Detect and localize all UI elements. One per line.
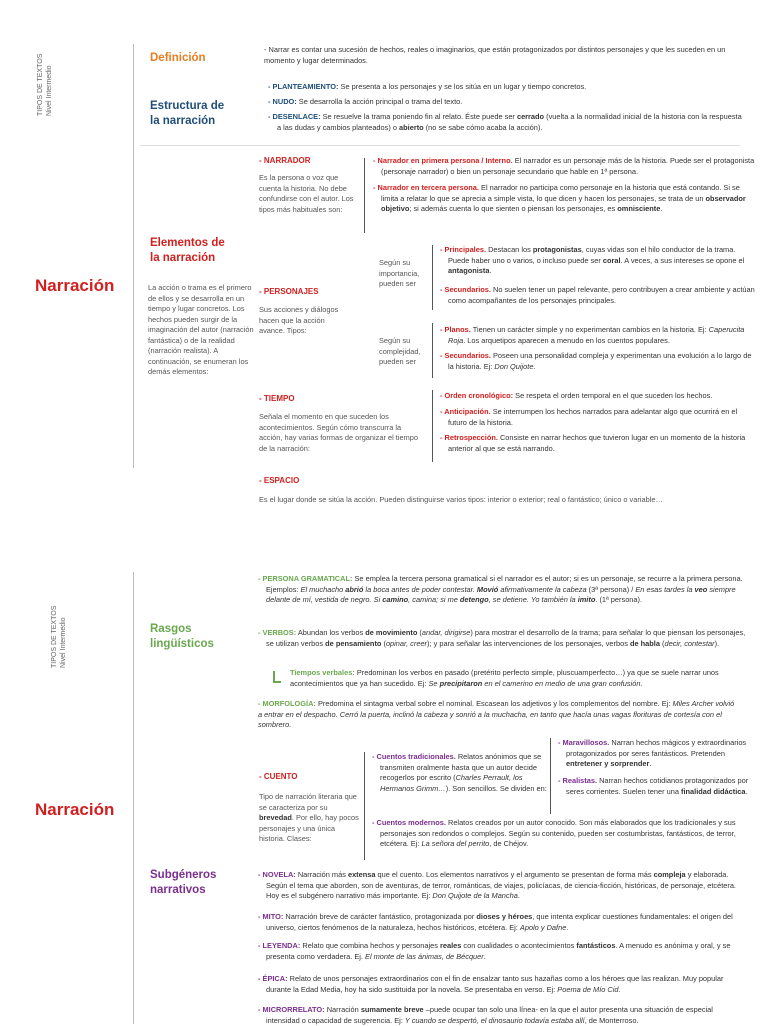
- desenlace-text-3: (no se sabe cómo acaba la acción).: [423, 122, 543, 132]
- narrador-label: - NARRADOR: [259, 156, 311, 165]
- modernos-item: [372, 818, 755, 850]
- tradicionales-label: - Cuentos tradicionales.: [372, 752, 456, 761]
- persona-ital-1: El muchacho: [300, 584, 346, 594]
- retrospeccion-text: Consiste en narrar hechos que tuvieron lugar en un momento de la historia anterior al que se está narrando.: [448, 433, 746, 453]
- novela-text-3: y elaborada. Según el tema que aborden, son de aventuras, de terror, románticas, de viajes, policíacas, de ciencia-ficción, históricas, de personaje, etcétera. Hoy es el subgénero narrativo más importante. Ej:: [266, 870, 736, 900]
- desenlace-label: - DESENLACE:: [268, 112, 321, 121]
- planos-text: Tienen un carácter simple y no experimentan cambios en la historia. Ej:: [470, 325, 709, 334]
- bracket-line: [432, 390, 433, 462]
- verbos-item: [258, 628, 746, 649]
- planos-text-2: . Los arquetipos aparecen a menudo en los cuentos populares.: [463, 335, 670, 345]
- persona-text-1: Se emplea la tercera persona gramatical si el narrador es el autor; si es un personaje, se recurre a la primera persona. Ejemplos:: [266, 574, 743, 594]
- side-tag-line-1: TIPOS DE TEXTOS: [37, 53, 44, 116]
- novela-text-2: que el cuento. Los elementos narrativos y el argumento se presentan de forma más: [375, 870, 654, 879]
- novela-bold-2: compleja: [653, 870, 686, 879]
- morfologia-item: [258, 699, 738, 731]
- separator: [140, 145, 740, 146]
- section-title-subgeneros: [150, 868, 216, 898]
- maravillosos-text: Narran hechos mágicos y extraordinarios protagonizados por seres fantásticos. Pretenden: [566, 738, 747, 758]
- tradicionales-text: Relatos anónimos que se transmiten oralmente hasta que un autor decide recogerlos por escrito (: [380, 752, 542, 782]
- tradicionales-ital: Charles Perrault, los Hermanos Grimm…: [380, 773, 523, 793]
- title-line-1: Subgéneros: [150, 869, 217, 881]
- micro-bold: sumamente breve: [360, 1005, 424, 1014]
- section-title-rasgos: [150, 622, 214, 652]
- leyenda-end: .: [483, 951, 486, 961]
- verbos-text-7: ).: [714, 638, 720, 648]
- leyenda-text-3: . A menudo es anónima y oral, y se presenta como verdadera. Ej.: [266, 941, 731, 961]
- title-line-2: la narración: [150, 115, 216, 127]
- persona-bi-6: imito: [577, 595, 596, 604]
- desenlace-text-2: (vuelta a la normalidad inicial de la historia con la respuesta a las dudas y cambios planteados) o: [277, 112, 742, 132]
- anticipacion-text: Se interrumpen los hechos narrados para adelantar algo que ocurrirá en el futuro de la historia.: [448, 407, 738, 427]
- mito-text-2: , que intenta explicar cuestiones fundamentales: el origen del universo, ciertos fenómenos de la naturaleza, hechos históricos, etcétera. Ej:: [266, 912, 733, 932]
- persona-label: - PERSONA GRAMATICAL:: [258, 574, 353, 583]
- principales-text-2: , cuyas vidas son el hilo conductor de la trama. Puede haber uno o varios, o incluso puede ser: [448, 245, 736, 265]
- leyenda-item: [258, 941, 746, 962]
- mito-ital: Apolo y Dafne: [519, 922, 567, 932]
- tradicionales-text-2: ). Son sencillos. Se dividen en:: [445, 783, 547, 793]
- persona-item: [258, 574, 746, 606]
- persona-ital-4: En esas tardes la: [635, 584, 695, 594]
- realistas-label: - Realistas.: [558, 776, 598, 785]
- big-title: Narración: [35, 800, 115, 819]
- narrador-2-item: [373, 183, 759, 215]
- narrador-2-label: - Narrador en tercera persona.: [373, 183, 479, 192]
- leyenda-text-2: con cualidades o acontecimientos: [461, 941, 577, 950]
- planos-ital: Caperucita Roja: [448, 325, 745, 345]
- nudo-text: Se desarrolla la acción principal o trama del texto.: [296, 97, 463, 106]
- definicion-text: - Narrar es contar una sucesión de hechos, reales o imaginarios, que están protagonizados por distintos personajes y que les suceden en un momento y lugar determinados.: [264, 45, 726, 65]
- epica-text: Relato de unos personajes extraordinarios con el fin de ensalzar tanto sus hazañas como a los héroes que las realizan. Muy popular durante la Edad Media, hoy ha sido sustituida por la novela. Se presentaba en verso. Ej:: [266, 974, 724, 994]
- mito-label: - MITO:: [258, 912, 284, 921]
- persona-ital-7: , se detiene. Yo también la: [488, 595, 578, 604]
- maravillosos-label: - Maravillosos.: [558, 738, 610, 747]
- tiempos-label: Tiempos verbales:: [290, 668, 355, 677]
- side-tag-line-1: TIPOS DE TEXTOS: [51, 605, 58, 668]
- retrospeccion-item: [440, 433, 758, 454]
- side-tag-line-2: Nivel Intermedio: [60, 617, 67, 668]
- nudo-label: - NUDO:: [268, 97, 297, 106]
- tiempos-text: Predominan los verbos en pasado (pretérito perfecto simple, pluscuamperfecto…) ya que se suele narrar unos acontecimientos que ya han sucedido. Ej:: [290, 668, 719, 688]
- persona-bi-2: Movió: [476, 584, 499, 594]
- title-line-1: Elementos de: [150, 237, 225, 249]
- anticipacion-item: [440, 407, 758, 428]
- modernos-end: , de Chéjov.: [489, 839, 529, 848]
- novela-text-1: Narración más: [295, 870, 348, 879]
- secundarios-item: [440, 285, 758, 306]
- micro-label: - MICRORRELATO:: [258, 1005, 325, 1014]
- bracket-line: [364, 752, 365, 860]
- desenlace-item: [268, 112, 747, 133]
- principales-bold-2: coral: [602, 255, 621, 265]
- importancia-label: Según su importancia, pueden ser: [379, 258, 420, 288]
- verbos-text-3: ) para mostrar el desarrollo de la trama; para señalar lo que piensan los personajes, se utilizan verbos: [266, 628, 746, 648]
- persona-ital-5: siempre delante de mí, vestida de negro. Si: [266, 584, 736, 604]
- verbos-text-4: (: [381, 638, 386, 648]
- tiempos-item: [290, 668, 738, 689]
- micro-item: [258, 1005, 746, 1026]
- narrador-1-text: El narrador es un personaje más de la historia. Puede ser el protagonista (personaje narrador) o bien un personaje secundario que hable en 1ª persona.: [381, 156, 755, 176]
- leyenda-bold-2: fantásticos: [576, 941, 616, 950]
- verbos-label: - VERBOS:: [258, 628, 297, 637]
- persona-bi-5: detengo: [459, 595, 489, 604]
- principales-item: [440, 245, 758, 277]
- principales-bold-1: protagonistas: [532, 245, 582, 254]
- morfologia-label: - MORFOLOGÍA:: [258, 699, 316, 708]
- maravillosos-item: [558, 738, 756, 770]
- side-tag: [36, 54, 54, 116]
- orden-label: - Orden cronológico:: [440, 391, 514, 400]
- bracket-line: [432, 323, 433, 378]
- epica-item: [258, 974, 746, 995]
- tiempo-label: - TIEMPO: [259, 394, 295, 403]
- verbos-text-1: Abundan los verbos: [296, 628, 366, 637]
- novela-label: - NOVELA:: [258, 870, 296, 879]
- side-tag-line-2: Nivel Intermedio: [46, 65, 53, 116]
- planteamiento-text: Se presenta a los personajes y se los sitúa en un lugar y tiempo concretos.: [338, 82, 587, 91]
- secundarios-text: No suelen tener un papel relevante, pero contribuyen a crear ambiente y actúan como acompañantes de los personajes principales.: [448, 285, 755, 305]
- title-line-2: la narración: [150, 252, 216, 264]
- retrospeccion-label: - Retrospección.: [440, 433, 498, 442]
- persona-bi-1: abrió: [345, 584, 364, 594]
- leyenda-ital: El monte de las ánimas, de Bécquer: [365, 951, 484, 961]
- verbos-text-2: (: [417, 628, 422, 637]
- novela-bold-1: extensa: [347, 870, 376, 879]
- cuento-bold: brevedad: [259, 813, 292, 822]
- tiempos-ital-1: Se: [428, 678, 440, 688]
- section-title-elementos: [150, 236, 225, 266]
- persona-bi-4: camino: [382, 595, 409, 604]
- secundarios2-item: [440, 351, 758, 372]
- title-line-2: narrativos: [150, 884, 206, 896]
- espacio-label: - ESPACIO: [259, 476, 300, 485]
- tiempos-bi: precipitaron: [439, 678, 483, 688]
- modernos-label: - Cuentos modernos.: [372, 818, 446, 827]
- narrador-2-bold-2: omnisciente: [617, 204, 661, 213]
- bracket-line: [432, 245, 433, 310]
- epica-ital: Poema de Mío Cid: [557, 984, 619, 994]
- narrador-2-bold-1: observador objetivo: [381, 193, 746, 213]
- nudo-item: [268, 97, 738, 108]
- principales-text-4: .: [489, 266, 492, 275]
- secundarios2-text: Poseen una personalidad compleja y experimentan una evolución a lo largo de la historia. Ej:: [448, 351, 752, 371]
- narrador-2-text-1: El narrador no participa como personaje en la historia que está contando. Si se limita a relatar lo que se aprecia a simple vista, lo que dicen y hacen los personajes, se trata de un: [381, 183, 740, 203]
- complejidad-label: Según su complejidad, pueden ser: [379, 336, 421, 366]
- verbos-text-5: ); y para señalar las intervenciones de los personajes, verbos: [427, 638, 630, 648]
- divider-line: [133, 44, 134, 468]
- mito-bold: dioses y héroes: [476, 912, 533, 921]
- modernos-ital: La señora del perrito: [421, 839, 490, 848]
- section-title-definicion: Definición: [150, 52, 206, 64]
- novela-item: [258, 870, 746, 902]
- secundarios2-label: - Secundarios.: [440, 351, 491, 360]
- bracket-line: [364, 158, 365, 233]
- planteamiento-label: - PLANTEAMIENTO:: [268, 82, 339, 91]
- big-title: Narración: [35, 276, 115, 295]
- verbos-bold-2: de pensamiento: [325, 638, 382, 648]
- narrador-2-text-2: ; si además cuenta lo que sienten o piensan los personajes, es: [409, 204, 618, 213]
- realistas-item: [558, 776, 756, 797]
- bracket-line: [550, 738, 551, 814]
- narrador-2-text-3: .: [660, 204, 663, 213]
- micro-text-2: –puede ocupar tan solo una línea- en la que el autor presenta una situación de especial intensidad o capacidad de sugerencia. Ej:: [266, 1005, 713, 1025]
- leyenda-text-1: Relato que combina hechos y personajes: [300, 941, 440, 950]
- morfologia-text: Predomina el sintagma verbal sobre el nominal. Escasean los adjetivos y los complementos del nombre. Ej:: [315, 699, 673, 708]
- desenlace-bold-1: cerrado: [516, 112, 545, 121]
- anticipacion-label: - Anticipación.: [440, 407, 491, 416]
- title-line-1: Rasgos: [150, 623, 192, 635]
- sub-item-arrow-icon: [273, 671, 281, 683]
- micro-end: , de Monterroso.: [584, 1015, 639, 1025]
- section-title-estructura: [150, 99, 224, 129]
- title-line-2: lingüísticos: [150, 638, 214, 650]
- cuento-label: - CUENTO: [259, 772, 298, 781]
- realistas-bold: finalidad didáctica: [681, 786, 746, 796]
- mito-end: .: [566, 922, 569, 932]
- title-line-1: Estructura de: [150, 100, 225, 112]
- maravillosos-end: .: [649, 759, 652, 768]
- persona-ital-6: , camina; si me: [408, 595, 460, 604]
- orden-text: Se respeta el orden temporal en el que suceden los hechos.: [513, 391, 713, 400]
- tiempos-ital-2: en el camerino en medio de una gran confusión.: [482, 678, 643, 688]
- cuento-desc-1: Tipo de narración literaria que se caracteriza por su: [259, 792, 357, 812]
- personajes-label: - PERSONAJES: [259, 287, 319, 296]
- persona-bi-3: veo: [694, 584, 708, 594]
- mito-text-1: Narración breve de carácter fantástico, protagonizada por: [283, 912, 477, 921]
- realistas-text: Narran hechos cotidianos protagonizados por seres corrientes. Suelen tener una: [566, 776, 749, 796]
- micro-ital: Y cuando se despertó, el dinosaurio todavía estaba allí: [404, 1015, 585, 1025]
- elementos-intro: La acción o trama es el primero de ellos y se desarrolla en un tiempo y lugar concretos. Los hechos pueden surgir de la imaginación del autor (narración fantástica) o de la realidad (narración realista). A continuación, se enumeran los demás elementos:: [148, 283, 254, 376]
- narrador-desc: Es la persona o voz que cuenta la historia. No debe confundirse con el autor. Los tipos más habituales son:: [259, 173, 354, 214]
- epica-end: .: [618, 984, 621, 994]
- orden-item: [440, 391, 758, 402]
- espacio-desc: Es el lugar donde se sitúa la acción. Pueden distinguirse varios tipos: interior o exterior; real o fantástico; único o variable…: [259, 495, 663, 504]
- verbos-bold-3: de habla: [629, 638, 660, 648]
- modernos-text: Relatos creados por un autor conocido. Son más elaborados que los tradicionales y sus personajes son redondos o complejos. Según su contenido, pueden ser costumbristas, fantásticos, de terror, etcétera. Ej:: [380, 818, 736, 848]
- novela-end: .: [517, 891, 520, 900]
- personajes-desc: Sus acciones y diálogos hacen que la acción avance. Tipos:: [259, 305, 339, 335]
- desenlace-bold-2: abierto: [399, 122, 424, 132]
- leyenda-label: - LEYENDA:: [258, 941, 301, 950]
- persona-ital-2: la boca antes de poder contestar.: [363, 584, 477, 594]
- divider-line: [133, 572, 134, 1024]
- secundarios2-ital: Don Quijote: [494, 361, 534, 371]
- persona-text-2: (3ª persona) /: [586, 584, 636, 594]
- planteamiento-item: [268, 82, 738, 93]
- verbos-ital-2: opinar, creer: [385, 638, 428, 648]
- principales-text-1: Destacan los: [486, 245, 533, 254]
- tiempo-desc: Señala el momento en que suceden los acontecimientos. Según cómo transcurra la acción, hay varias formas de organizar el tiempo de la narración:: [259, 412, 418, 453]
- epica-label: - ÉPICA:: [258, 974, 288, 983]
- verbos-ital-3: decir, contestar: [664, 638, 715, 648]
- morfologia-ital: Miles Archer volvió a entrar en el despacho. Cerró la puerta, inclinó la cabeza y sonrió a la muchacha, en tanto que hacía unas vagas florituras de cortesía con el sombrero.: [258, 699, 735, 729]
- persona-ital-3: afirmativamente la cabeza: [498, 584, 587, 594]
- desenlace-text-1: Se resuelve la trama poniendo fin al relato. Éste puede ser: [320, 112, 517, 121]
- tradicionales-item: [372, 752, 552, 794]
- realistas-end: .: [745, 786, 748, 796]
- mito-item: [258, 912, 746, 933]
- principales-text-3: . A veces, a sus intereses se opone el: [620, 255, 745, 265]
- micro-text-1: Narración: [324, 1005, 361, 1014]
- side-tag: [50, 606, 68, 668]
- cuento-desc: [259, 792, 359, 845]
- secundarios2-end: .: [533, 361, 536, 371]
- maravillosos-bold: entretener y sorprender: [566, 759, 650, 768]
- principales-label: - Principales.: [440, 245, 487, 254]
- leyenda-bold-1: reales: [439, 941, 462, 950]
- persona-text-3: . (1ª persona).: [595, 595, 643, 604]
- secundarios-label: - Secundarios.: [440, 285, 491, 294]
- narrador-1-item: [373, 156, 759, 177]
- cuento-desc-2: . Por ello, hay pocos personajes y una única historia. Clases:: [259, 813, 359, 843]
- narrador-1-label: - Narrador en primera persona / Interno.: [373, 156, 513, 165]
- planos-item: [440, 325, 758, 346]
- verbos-text-6: (: [659, 638, 665, 648]
- principales-bold-3: antagonista: [448, 266, 490, 275]
- verbos-bold-1: de movimiento: [365, 628, 418, 637]
- verbos-ital-1: andar, dirigirse: [421, 628, 471, 637]
- planos-label: - Planos.: [440, 325, 471, 334]
- novela-ital: Don Quijote de la Mancha: [432, 891, 518, 900]
